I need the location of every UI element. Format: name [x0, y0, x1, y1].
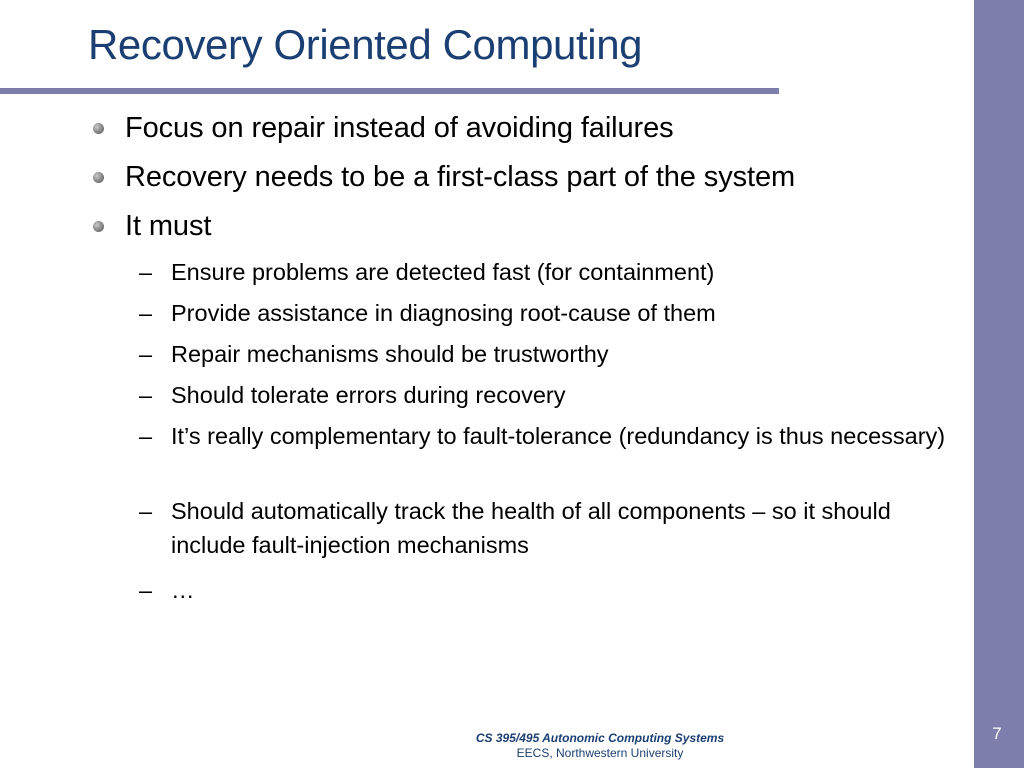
sub-bullet-item	[139, 573, 961, 607]
dash-marker: –	[139, 382, 153, 408]
sub-bullet-item	[139, 419, 961, 453]
bullet-text: Recovery needs to be a first-class part of the system	[125, 161, 796, 193]
bullet-item	[125, 161, 795, 194]
sub-bullet-text: Repair mechanisms should be trustworthy	[171, 341, 609, 367]
bullet-dot-icon	[93, 123, 104, 134]
dash-marker: –	[139, 498, 153, 524]
sub-bullet-text: Provide assistance in diagnosing root-cause of them	[171, 300, 716, 326]
slide-footer	[380, 731, 820, 760]
sub-bullet-item	[139, 296, 961, 330]
dash-marker: –	[139, 259, 153, 285]
sub-bullet-text: …	[171, 577, 195, 603]
sub-bullet-text: It’s really complementary to fault-tolerance (redundancy is thus necessary)	[171, 423, 946, 449]
dash-marker: –	[139, 423, 153, 449]
bullet-dot-icon	[93, 172, 104, 183]
sub-bullet-text: Ensure problems are detected fast (for containment)	[171, 259, 715, 285]
bullet-item	[125, 112, 674, 145]
sub-bullet-item	[139, 494, 961, 562]
dash-marker: –	[139, 300, 153, 326]
footer-course: CS 395/495 Autonomic Computing Systems	[475, 731, 725, 745]
bullet-item	[125, 210, 211, 243]
slide-number: 7	[992, 724, 1002, 743]
slide-title: Recovery Oriented Computing	[88, 21, 643, 68]
sub-bullet-item	[139, 255, 961, 289]
dash-marker: –	[139, 577, 153, 603]
dash-marker: –	[139, 341, 153, 367]
sub-bullet-text: Should tolerate errors during recovery	[171, 382, 566, 408]
bullet-text: It must	[125, 210, 212, 242]
bullet-text: Focus on repair instead of avoiding failures	[125, 112, 674, 144]
sub-bullet-item	[139, 337, 961, 371]
bullet-dot-icon	[93, 221, 104, 232]
side-accent-bar	[974, 0, 1024, 768]
sub-bullet-text: Should automatically track the health of all components – so it should include fault-injection mechanisms	[171, 498, 891, 558]
sub-bullet-item	[139, 378, 961, 412]
footer-department: EECS, Northwestern University	[516, 746, 684, 760]
